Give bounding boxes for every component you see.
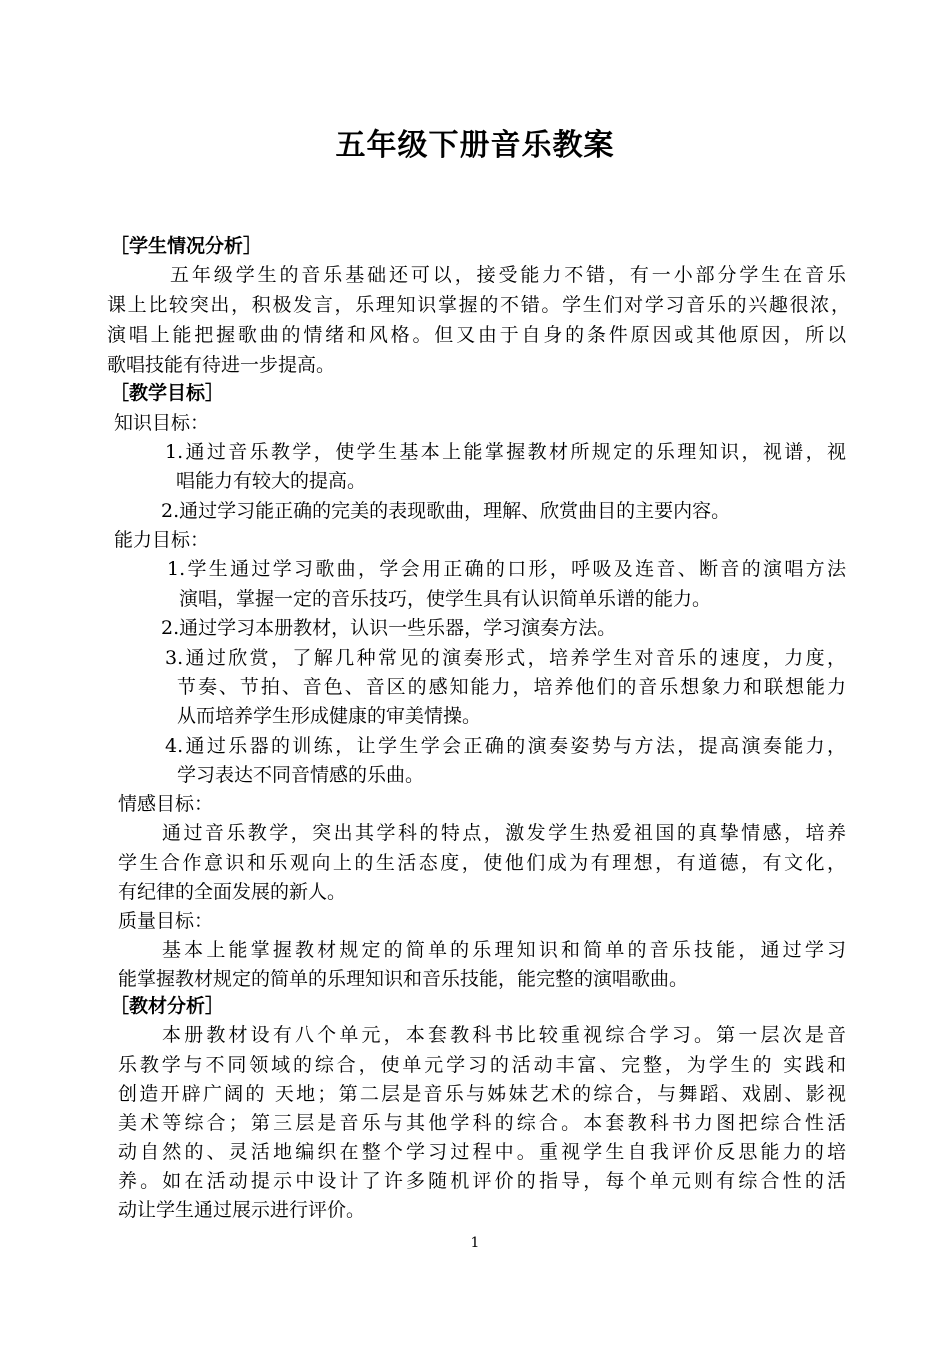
list-item-line: 1.通过音乐教学，使学生基本上能掌握教材所规定的乐理知识，视谱，视 xyxy=(165,441,846,463)
paragraph-line: 动自然的、灵活地编织在整个学习过程中。重视学生自我评价反思能力的培 xyxy=(118,1141,846,1163)
document-title: 五年级下册音乐教案 xyxy=(335,128,615,163)
list-item-line: 2.通过学习能正确的完美的表现歌曲，理解、欣赏曲目的主要内容。 xyxy=(161,500,731,522)
paragraph-line: 乐教学与不同领域的综合，使单元学习的活动丰富、完整，为学生的 实践和 xyxy=(118,1054,846,1076)
list-item-line: 3.通过欣赏，了解几种常见的演奏形式，培养学生对音乐的速度，力度， xyxy=(165,647,846,669)
paragraph-line: 基本上能掌握教材规定的简单的乐理知识和简单的音乐技能，通过学习 xyxy=(162,939,846,961)
list-item-line: 2.通过学习本册教材，认识一些乐器，学习演奏方法。 xyxy=(161,617,617,639)
paragraph-line: 演唱上能把握歌曲的情绪和风格。但又由于自身的条件原因或其他原因，所以 xyxy=(107,324,846,346)
list-item-line: 从而培养学生形成健康的审美情操。 xyxy=(177,705,482,727)
paragraph-line: 能掌握教材规定的简单的乐理知识和音乐技能，能完整的演唱歌曲。 xyxy=(118,968,689,990)
list-item-line: 4.通过乐器的训练，让学生学会正确的演奏姿势与方法，提高演奏能力， xyxy=(165,735,846,757)
paragraph-line: 通过音乐教学，突出其学科的特点，激发学生热爱祖国的真挚情感，培养 xyxy=(162,822,846,844)
page-number: 1 xyxy=(470,1235,480,1251)
paragraph-line: 动让学生通过展示进行评价。 xyxy=(118,1199,366,1221)
paragraph-line: 本册教材设有八个单元，本套教科书比较重视综合学习。第一层次是音 xyxy=(162,1024,846,1046)
label-quality-goals: 质量目标： xyxy=(118,910,214,932)
label-knowledge-goals: 知识目标： xyxy=(114,412,210,434)
heading-material-analysis: ［教材分析］ xyxy=(110,995,225,1017)
label-emotion-goals: 情感目标： xyxy=(118,793,214,815)
list-item-line: 学习表达不同音情感的乐曲。 xyxy=(177,764,425,786)
paragraph-line: 课上比较突出，积极发言，乐理知识掌握的不错。学生们对学习音乐的兴趣很浓， xyxy=(107,294,850,316)
list-item-line: 唱能力有较大的提高。 xyxy=(176,470,367,492)
list-item-line: 1.学生通过学习歌曲，学会用正确的口形，呼吸及连音、断音的演唱方法 xyxy=(167,558,846,580)
paragraph-line: 五年级学生的音乐基础还可以，接受能力不错，有一小部分学生在音乐 xyxy=(170,264,846,286)
paragraph-line: 创造开辟广阔的 天地；第二层是音乐与姊妹艺术的综合，与舞蹈、戏剧、影视 xyxy=(118,1083,846,1105)
list-item-line: 节奏、节拍、音色、音区的感知能力，培养他们的音乐想象力和联想能力 xyxy=(177,676,846,698)
heading-student-analysis: ［学生情况分析］ xyxy=(110,235,263,257)
paragraph-line: 美术等综合；第三层是音乐与其他学科的综合。本套教科书力图把综合性活 xyxy=(118,1112,846,1134)
paragraph-line: 学生合作意识和乐观向上的生活态度，使他们成为有理想，有道德，有文化， xyxy=(118,852,846,874)
paragraph-line: 歌唱技能有待进一步提高。 xyxy=(107,354,336,376)
label-ability-goals: 能力目标： xyxy=(114,529,210,551)
paragraph-line: 养。如在活动提示中设计了许多随机评价的指导，每个单元则有综合性的活 xyxy=(118,1170,846,1192)
paragraph-line: 有纪律的全面发展的新人。 xyxy=(118,881,347,903)
list-item-line: 演唱，掌握一定的音乐技巧，使学生具有认识简单乐谱的能力。 xyxy=(179,588,712,610)
heading-teaching-goals: ［教学目标］ xyxy=(110,382,225,404)
